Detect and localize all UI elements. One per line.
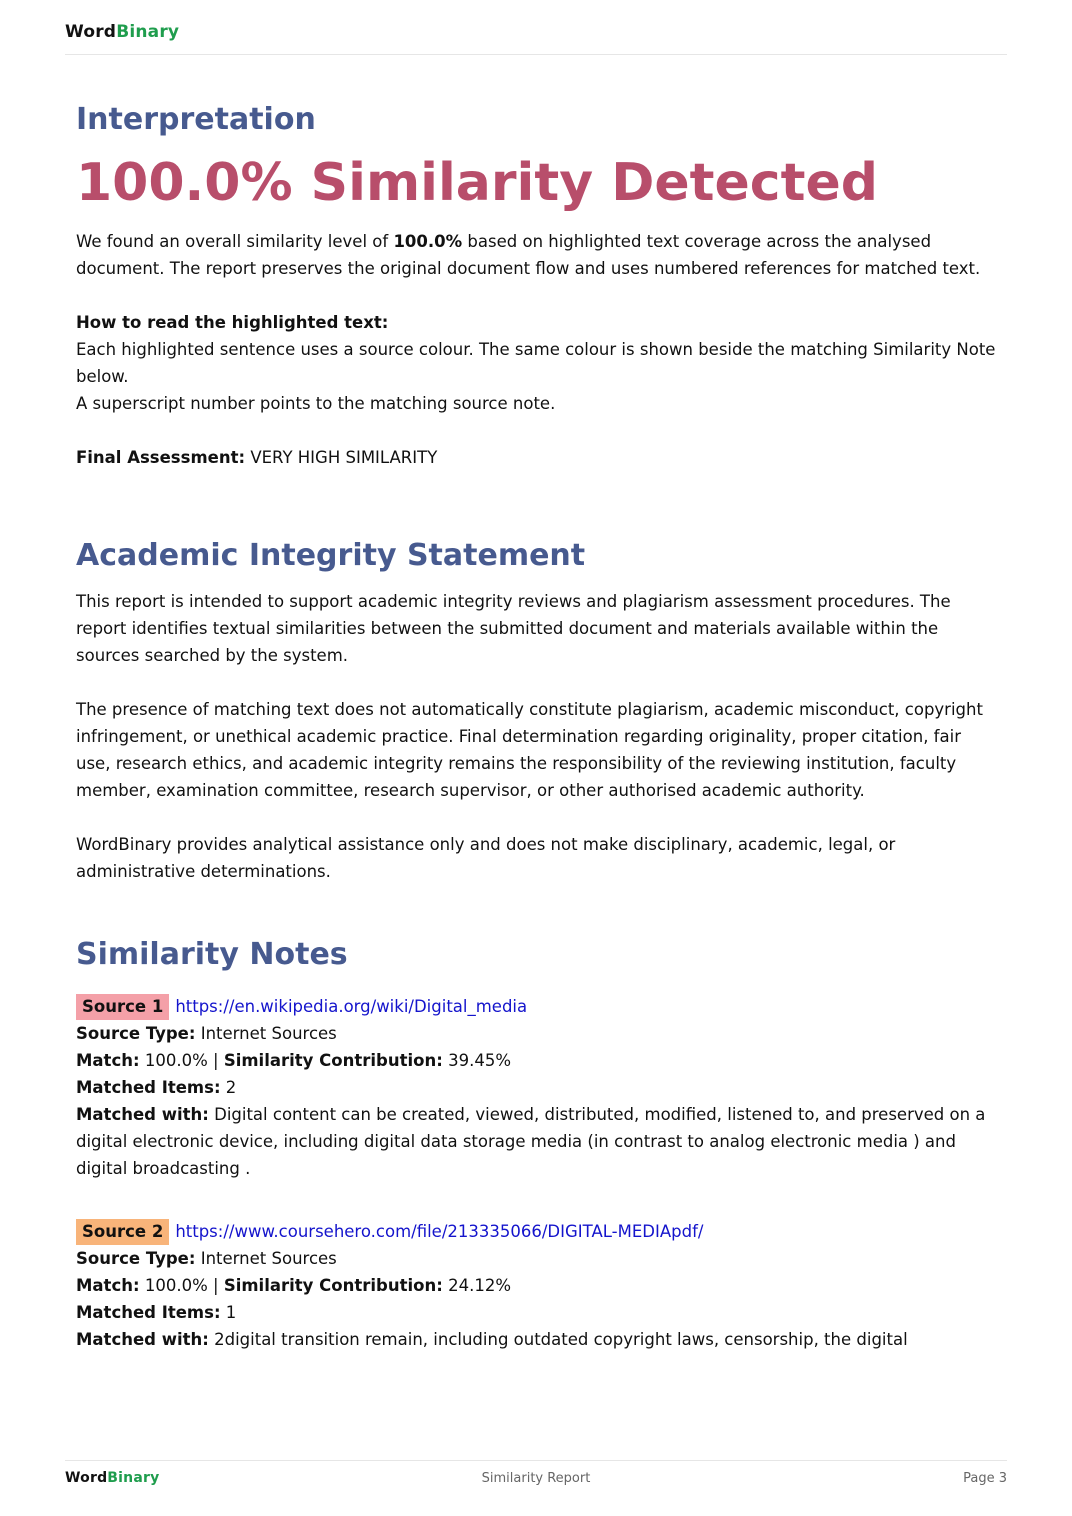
page-number: Page 3 bbox=[963, 1471, 1007, 1486]
howto-line-2: A superscript number points to the matching source note. bbox=[76, 394, 556, 413]
page-footer bbox=[65, 1460, 1007, 1497]
source-matched-items: Matched Items: 1 bbox=[76, 1303, 237, 1322]
howto-label: How to read the highlighted text: bbox=[76, 313, 389, 332]
source-matched-with: Matched with: 2digital transition remain, including outdated copyright laws, censorship, the digital bbox=[76, 1330, 908, 1349]
report-content bbox=[76, 100, 996, 1353]
source-match: Match: 100.0% | Similarity Contribution: 39.45% bbox=[76, 1051, 511, 1070]
source-link[interactable]: https://en.wikipedia.org/wiki/Digital_media bbox=[175, 997, 528, 1016]
similarity-notes-heading: Similarity Notes bbox=[76, 937, 348, 972]
source-type: Source Type: Internet Sources bbox=[76, 1249, 337, 1268]
source-badge: Source 1 bbox=[76, 994, 169, 1020]
similarity-score-title: 100.0% Similarity Detected bbox=[76, 153, 878, 213]
interpretation-heading: Interpretation bbox=[76, 102, 316, 137]
source-header bbox=[76, 993, 996, 1020]
source-link[interactable]: https://www.coursehero.com/file/213335066/DIGITAL-MEDIApdf/ bbox=[175, 1222, 704, 1241]
source-note-2 bbox=[76, 1218, 996, 1353]
integrity-paragraph-3: WordBinary provides analytical assistance only and does not make disciplinary, academic, legal, or administrative determinations. bbox=[76, 835, 896, 881]
source-match: Match: 100.0% | Similarity Contribution: 24.12% bbox=[76, 1276, 511, 1295]
footer-brand-logo: WordBinary bbox=[65, 1470, 160, 1486]
integrity-paragraph-1: This report is intended to support academic integrity reviews and plagiarism assessment procedures. The report identifies textual similarities between the submitted document and materials available within the sources searched by the system. bbox=[76, 592, 951, 665]
source-badge: Source 2 bbox=[76, 1219, 169, 1245]
source-matched-with: Matched with: Digital content can be created, viewed, distributed, modified, listened to, and preserved on a digital electronic device, including digital data storage media (in contrast to analog electronic media ) and digital broadcasting . bbox=[76, 1105, 986, 1178]
brand-logo: WordBinary bbox=[65, 22, 180, 42]
interpretation-intro: We found an overall similarity level of 100.0% based on highlighted text coverage across the analysed document. The report preserves the original document flow and uses numbered references for matched text. bbox=[76, 232, 981, 278]
source-header bbox=[76, 1218, 996, 1245]
footer-report-title: Similarity Report bbox=[481, 1471, 591, 1486]
integrity-heading: Academic Integrity Statement bbox=[76, 538, 586, 573]
howto-line-1: Each highlighted sentence uses a source colour. The same colour is shown beside the matching Similarity Note below. bbox=[76, 340, 996, 386]
source-type: Source Type: Internet Sources bbox=[76, 1024, 337, 1043]
source-matched-items: Matched Items: 2 bbox=[76, 1078, 237, 1097]
integrity-paragraph-2: The presence of matching text does not automatically constitute plagiarism, academic misconduct, copyright infringement, or unethical academic practice. Final determination regarding originality, proper citation, fair use, research ethics, and academic integrity remains the responsibility of the reviewing institution, faculty member, examination committee, research supervisor, or other authorised academic authority. bbox=[76, 700, 983, 800]
source-note-1 bbox=[76, 993, 996, 1182]
final-assessment: Final Assessment: VERY HIGH SIMILARITY bbox=[76, 448, 438, 467]
page-header bbox=[65, 22, 1007, 55]
